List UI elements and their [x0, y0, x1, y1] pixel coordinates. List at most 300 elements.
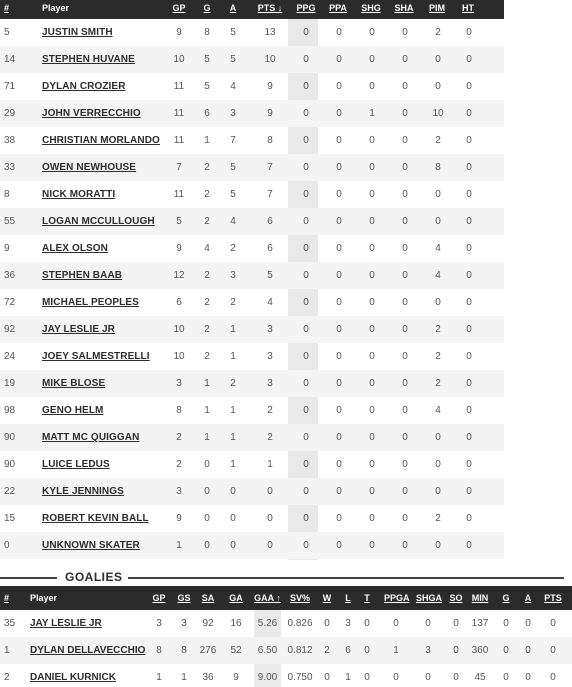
skater-stat-ppa: 0 [336, 108, 342, 119]
goalie-stat-t: 0 [364, 645, 370, 656]
skaters-body [0, 19, 504, 559]
goalies-col-ppga-header[interactable]: PPGA [384, 593, 410, 603]
skater-stat-pts: 8 [267, 135, 273, 146]
skater-stat-ppa: 0 [336, 432, 342, 443]
skater-stat-shg: 0 [369, 243, 375, 254]
skater-stat-ht: 0 [466, 405, 472, 416]
skaters-col-shg-header[interactable]: SHG [361, 3, 381, 13]
skater-stat-pts: 7 [267, 162, 273, 173]
skater-stat-ppa: 0 [336, 135, 342, 146]
goalie-stat-gp: 1 [156, 672, 162, 683]
skater-stat-pim: 4 [435, 243, 441, 254]
skater-stat-a: 5 [230, 189, 236, 200]
skater-stat-shg: 0 [369, 486, 375, 497]
skater-stat-pts: 3 [267, 351, 273, 362]
goalie-stat-a: 0 [525, 672, 531, 683]
goalie-stat-sa: 276 [199, 645, 217, 656]
skater-name-link[interactable]: OWEN NEWHOUSE [42, 162, 137, 173]
skaters-col-pim-header[interactable]: PIM [428, 3, 445, 13]
skater-stat-gp: 1 [176, 540, 182, 551]
skater-stat-pim: 2 [435, 27, 441, 38]
goalies-col-gaa-header[interactable]: GAA ↑ [254, 593, 281, 603]
skater-stat-ht: 0 [466, 162, 472, 173]
skater-stat-sha: 0 [402, 324, 408, 335]
skaters-col-gp-header[interactable]: GP [172, 3, 186, 13]
skater-stat-gp: 10 [173, 351, 185, 362]
skater-row [0, 235, 504, 262]
skater-stat-a: 1 [230, 324, 236, 335]
skater-stat-ppa: 0 [336, 216, 342, 227]
skater-stat-pim: 2 [435, 135, 441, 146]
skater-row [0, 370, 504, 397]
skater-stat-ht: 0 [466, 81, 472, 92]
goalie-stat-t: 0 [364, 672, 370, 683]
skater-stat-a: 5 [230, 162, 236, 173]
skater-stat-sha: 0 [402, 459, 408, 470]
skater-name-link[interactable]: LUICE LEDUS [42, 459, 110, 470]
skater-stat-shg: 0 [369, 540, 375, 551]
goalie-stat-ga: 16 [230, 618, 242, 629]
skater-name-link[interactable]: STEPHEN HUVANE [42, 54, 135, 65]
skater-stat-ppg: 0 [303, 405, 309, 416]
skater-stat-ppg: 0 [303, 162, 309, 173]
skater-stat-ht: 0 [466, 27, 472, 38]
skater-stat-a: 0 [230, 513, 236, 524]
skater-stat-a: 5 [230, 27, 236, 38]
skater-stat-pts: 6 [267, 243, 273, 254]
goalies-col-a-header[interactable]: A [524, 593, 532, 603]
goalie-name-link[interactable]: DYLAN DELLAVECCHIO [30, 645, 146, 656]
skater-stat-ppa: 0 [336, 270, 342, 281]
goalie-stat-so: 0 [453, 618, 459, 629]
skater-stat-ppa: 0 [336, 297, 342, 308]
skater-stat-g: 1 [204, 405, 210, 416]
goalie-row [0, 637, 572, 664]
skater-stat-ppg: 0 [303, 81, 309, 92]
goalie-stat-shga: 0 [425, 672, 431, 683]
skater-stat-pts: 4 [267, 297, 273, 308]
skater-stat-ht: 0 [466, 297, 472, 308]
skater-stat-a: 1 [230, 351, 236, 362]
skater-stat-ppa: 0 [336, 459, 342, 470]
skater-stat-sha: 0 [402, 54, 408, 65]
skater-number: 14 [4, 54, 16, 65]
skater-stat-pts: 3 [267, 324, 273, 335]
skater-number: 8 [4, 189, 10, 200]
skater-stat-shg: 0 [369, 81, 375, 92]
skater-stat-ht: 0 [466, 351, 472, 362]
goalie-stat-pts: 0 [550, 672, 556, 683]
skater-stat-pim: 0 [435, 459, 441, 470]
skater-stat-pts: 0 [267, 513, 273, 524]
skater-number: 72 [4, 297, 16, 308]
skater-row [0, 100, 504, 127]
skater-stat-ppa: 0 [336, 405, 342, 416]
skater-number: 29 [4, 108, 16, 119]
goalie-stat-gp: 3 [156, 618, 162, 629]
skater-stat-gp: 5 [176, 216, 182, 227]
skater-stat-shg: 0 [369, 378, 375, 389]
skater-stat-pim: 2 [435, 513, 441, 524]
skater-stat-sha: 0 [402, 135, 408, 146]
goalie-stat-a: 0 [525, 618, 531, 629]
skater-row [0, 478, 504, 505]
goalies-col-gs-header[interactable]: GS [177, 593, 191, 603]
goalie-stat-ga: 9 [233, 672, 239, 683]
skater-stat-gp: 10 [173, 54, 185, 65]
skater-stat-g: 5 [204, 81, 210, 92]
skater-stat-pts: 0 [267, 486, 273, 497]
skater-stat-sha: 0 [402, 405, 408, 416]
goalie-stat-shga: 0 [425, 618, 431, 629]
skater-stat-g: 2 [204, 324, 210, 335]
skater-stat-sha: 0 [402, 432, 408, 443]
skater-stat-shg: 0 [369, 27, 375, 38]
skater-name-link[interactable]: JUSTIN SMITH [42, 27, 113, 38]
goalie-stat-gp: 8 [156, 645, 162, 656]
skater-stat-g: 2 [204, 297, 210, 308]
skater-stat-g: 1 [204, 135, 210, 146]
skater-stat-gp: 9 [176, 513, 182, 524]
skater-stat-sha: 0 [402, 270, 408, 281]
skater-stat-shg: 0 [369, 351, 375, 362]
goalies-col-t-header[interactable]: T [364, 593, 370, 603]
skater-row [0, 343, 504, 370]
skater-stat-sha: 0 [402, 189, 408, 200]
skater-stat-pts: 2 [267, 405, 273, 416]
skater-stat-pim: 10 [432, 108, 444, 119]
skater-stat-sha: 0 [402, 486, 408, 497]
skater-stat-pts: 10 [264, 54, 276, 65]
skater-number: 36 [4, 270, 16, 281]
goalie-stat-pts: 0 [550, 618, 556, 629]
skaters-col-sha-header[interactable]: SHA [394, 3, 414, 13]
skater-row [0, 289, 504, 316]
goalie-stat-l: 3 [345, 618, 351, 629]
skater-stat-shg: 0 [369, 270, 375, 281]
skater-row [0, 208, 504, 235]
skater-stat-pim: 0 [435, 81, 441, 92]
skater-stat-pim: 4 [435, 270, 441, 281]
skater-stat-g: 0 [204, 459, 210, 470]
skater-stat-ht: 0 [466, 243, 472, 254]
skater-stat-ppa: 0 [336, 243, 342, 254]
skater-number: 92 [4, 324, 16, 335]
skater-stat-ppg: 0 [303, 54, 309, 65]
goalie-stat-gs: 3 [181, 618, 187, 629]
goalie-stat-g: 0 [503, 672, 509, 683]
skater-name-link[interactable]: DYLAN CROZIER [42, 81, 126, 92]
skater-name-link[interactable]: MIKE BLOSE [42, 378, 106, 389]
goalie-name-link[interactable]: JAY LESLIE JR [30, 618, 102, 629]
skater-stat-pts: 9 [267, 81, 273, 92]
skater-stat-gp: 11 [173, 108, 185, 119]
skater-stat-ht: 0 [466, 432, 472, 443]
goalies-header-row [0, 586, 572, 610]
goalies-col-pts-header[interactable]: PTS [544, 593, 562, 603]
skater-name-link[interactable]: ALEX OLSON [42, 243, 109, 254]
skater-stat-ppa: 0 [336, 378, 342, 389]
skater-stat-ht: 0 [466, 378, 472, 389]
skaters-col-ht-header[interactable]: HT [462, 3, 474, 13]
goalie-name-link[interactable]: DANIEL KURNICK [30, 672, 116, 683]
skater-row [0, 19, 504, 46]
skater-name-link[interactable]: JOEY SALMESTRELLI [42, 351, 150, 362]
skater-stat-pts: 5 [267, 270, 273, 281]
skater-stat-pim: 2 [435, 351, 441, 362]
skater-stat-shg: 0 [369, 324, 375, 335]
skater-stat-shg: 0 [369, 54, 375, 65]
skater-number: 15 [4, 513, 16, 524]
skater-stat-a: 2 [230, 243, 236, 254]
goalie-stat-sa: 36 [202, 672, 214, 683]
skater-stat-ht: 0 [466, 189, 472, 200]
skater-stat-g: 2 [204, 351, 210, 362]
skater-stat-ppa: 0 [336, 54, 342, 65]
skater-stat-sha: 0 [402, 162, 408, 173]
skater-stat-ppg: 0 [303, 513, 309, 524]
skaters-col-number-header[interactable]: # [4, 3, 10, 13]
skater-stat-sha: 0 [402, 243, 408, 254]
goalie-stat-ga: 52 [230, 645, 242, 656]
skaters-col-pts-header[interactable]: PTS ↓ [257, 3, 283, 13]
skater-stat-gp: 10 [173, 324, 185, 335]
skater-name-link[interactable]: JAY LESLIE JR [42, 324, 115, 335]
skater-row [0, 316, 504, 343]
skater-stat-pts: 2 [267, 432, 273, 443]
goalie-stat-ppga: 0 [393, 618, 399, 629]
skater-stat-ht: 0 [466, 108, 472, 119]
skater-stat-ht: 0 [466, 459, 472, 470]
skater-stat-gp: 2 [176, 432, 182, 443]
goalie-stat-gaa: 6.50 [257, 645, 278, 656]
skater-stat-gp: 11 [173, 81, 185, 92]
skater-stat-a: 2 [230, 378, 236, 389]
skater-stat-sha: 0 [402, 297, 408, 308]
goalie-stat-pts: 0 [550, 645, 556, 656]
skater-name-link[interactable]: MICHAEL PEOPLES [42, 297, 139, 308]
skater-stat-ppa: 0 [336, 351, 342, 362]
skater-stat-g: 1 [204, 378, 210, 389]
skater-stat-ppa: 0 [336, 189, 342, 200]
skater-stat-shg: 0 [369, 135, 375, 146]
skater-stat-a: 4 [230, 81, 236, 92]
skaters-col-g-header[interactable]: G [203, 3, 211, 13]
goalie-stat-sv: 0.812 [287, 645, 313, 656]
goalies-col-ga-header[interactable]: GA [229, 593, 243, 603]
goalies-col-gp-header[interactable]: GP [152, 593, 166, 603]
skaters-col-ppg-header[interactable]: PPG [296, 3, 316, 13]
skater-name-link[interactable]: NICK MORATTI [42, 189, 116, 200]
goalie-stat-sv: 0.750 [287, 672, 313, 683]
skater-stat-ppg: 0 [303, 216, 309, 227]
skater-stat-gp: 8 [176, 405, 182, 416]
skater-stat-g: 2 [204, 216, 210, 227]
skater-stat-ppg: 0 [303, 108, 309, 119]
skater-stat-ppg: 0 [303, 540, 309, 551]
skater-row [0, 505, 504, 532]
skater-stat-ppg: 0 [303, 378, 309, 389]
skater-stat-ppa: 0 [336, 81, 342, 92]
goalies-col-shga-header[interactable]: SHGA [416, 593, 443, 603]
goalie-stat-shga: 3 [425, 645, 431, 656]
goalie-stat-a: 0 [525, 645, 531, 656]
skater-stat-ppg: 0 [303, 243, 309, 254]
goalie-stat-min: 45 [474, 672, 486, 683]
skater-stat-pts: 1 [267, 459, 273, 470]
skater-stat-gp: 6 [176, 297, 182, 308]
skater-stat-ppg: 0 [303, 324, 309, 335]
goalie-row [0, 664, 572, 687]
skater-number: 38 [4, 135, 16, 146]
goalies-col-l-header[interactable]: L [345, 593, 351, 603]
skater-row [0, 181, 504, 208]
skater-stat-gp: 9 [176, 243, 182, 254]
goalie-stat-ppga: 0 [393, 672, 399, 683]
skater-stat-pim: 8 [435, 162, 441, 173]
goalie-stat-so: 0 [453, 672, 459, 683]
skater-stat-g: 8 [204, 27, 210, 38]
skater-name-link[interactable]: LOGAN MCCULLOUGH [42, 216, 155, 227]
skater-stat-a: 0 [230, 486, 236, 497]
skater-stat-a: 1 [230, 459, 236, 470]
skater-stat-sha: 0 [402, 378, 408, 389]
skater-stat-pim: 0 [435, 486, 441, 497]
skater-stat-shg: 0 [369, 513, 375, 524]
skater-row [0, 127, 504, 154]
goalies-col-sv-header[interactable]: SV% [289, 593, 310, 603]
skater-stat-gp: 3 [176, 378, 182, 389]
skater-stat-g: 0 [204, 540, 210, 551]
goalie-stat-min: 137 [471, 618, 489, 629]
goalie-row [0, 610, 572, 637]
skater-name-link[interactable]: GENO HELM [42, 405, 104, 416]
skater-stat-pim: 0 [435, 54, 441, 65]
goalies-col-so-header[interactable]: SO [449, 593, 463, 603]
skater-row [0, 451, 504, 478]
skater-stat-a: 2 [230, 297, 236, 308]
skater-name-link[interactable]: CHRISTIAN MORLANDO [42, 135, 160, 146]
skater-stat-ppg: 0 [303, 459, 309, 470]
skater-stat-a: 1 [230, 432, 236, 443]
skater-stat-sha: 0 [402, 351, 408, 362]
skater-number: 98 [4, 405, 16, 416]
skater-stat-a: 4 [230, 216, 236, 227]
skater-row [0, 532, 504, 559]
goalie-stat-gaa: 9.00 [257, 672, 278, 683]
skater-stat-ht: 0 [466, 135, 472, 146]
goalies-body [0, 610, 572, 687]
skater-stat-shg: 0 [369, 162, 375, 173]
skater-number: 0 [4, 540, 10, 551]
skater-stat-shg: 0 [369, 405, 375, 416]
skater-stat-pim: 4 [435, 405, 441, 416]
skater-row [0, 154, 504, 181]
skater-number: 33 [4, 162, 16, 173]
skater-stat-shg: 0 [369, 297, 375, 308]
skaters-col-ppa-header[interactable]: PPA [329, 3, 347, 13]
skater-number: 90 [4, 432, 16, 443]
goalies-col-min-header[interactable]: MIN [471, 593, 489, 603]
skater-stat-g: 4 [204, 243, 210, 254]
divider-line-right [128, 577, 564, 579]
skater-stat-sha: 0 [402, 81, 408, 92]
goalie-stat-l: 1 [345, 672, 351, 683]
goalie-stat-g: 0 [503, 618, 509, 629]
skater-stat-ppa: 0 [336, 513, 342, 524]
goalies-col-sa-header[interactable]: SA [201, 593, 215, 603]
skaters-col-a-header[interactable]: A [229, 3, 237, 13]
skater-stat-ht: 0 [466, 270, 472, 281]
skater-stat-shg: 0 [369, 459, 375, 470]
goalie-stat-t: 0 [364, 618, 370, 629]
skater-name-link[interactable]: MATT MC QUIGGAN [42, 432, 140, 443]
skater-stat-sha: 0 [402, 108, 408, 119]
skater-name-link[interactable]: JOHN VERRECCHIO [42, 108, 141, 119]
goalie-stat-w: 0 [324, 618, 330, 629]
skater-stat-ppa: 0 [336, 486, 342, 497]
skater-stat-ppg: 0 [303, 27, 309, 38]
skater-stat-g: 0 [204, 486, 210, 497]
goalie-stat-min: 360 [471, 645, 489, 656]
goalie-stat-sa: 92 [202, 618, 214, 629]
skater-stat-ppg: 0 [303, 270, 309, 281]
skater-stat-g: 2 [204, 270, 210, 281]
skater-stat-ppg: 0 [303, 297, 309, 308]
skater-stat-a: 1 [230, 405, 236, 416]
skater-name-link[interactable]: UNKNOWN SKATER [42, 540, 140, 551]
goalie-stat-gs: 1 [181, 672, 187, 683]
skater-stat-ppg: 0 [303, 486, 309, 497]
skater-stat-pts: 7 [267, 189, 273, 200]
skater-number: 22 [4, 486, 16, 497]
skater-number: 55 [4, 216, 16, 227]
skater-name-link[interactable]: KYLE JENNINGS [42, 486, 124, 497]
skater-stat-g: 2 [204, 189, 210, 200]
goalies-section-divider [0, 570, 572, 584]
skater-stat-gp: 11 [173, 189, 185, 200]
skater-stat-gp: 2 [176, 459, 182, 470]
skater-stat-pim: 0 [435, 297, 441, 308]
skater-name-link[interactable]: ROBERT KEVIN BALL [42, 513, 149, 524]
skater-number: 19 [4, 378, 16, 389]
skater-stat-pts: 9 [267, 108, 273, 119]
goalies-col-g-header[interactable]: G [502, 593, 510, 603]
skater-stat-gp: 7 [176, 162, 182, 173]
skater-number: 24 [4, 351, 16, 362]
skater-name-link[interactable]: STEPHEN BAAB [42, 270, 123, 281]
skater-stat-pim: 0 [435, 216, 441, 227]
skater-stat-pts: 0 [267, 540, 273, 551]
skater-number: 90 [4, 459, 16, 470]
skater-stat-g: 5 [204, 54, 210, 65]
skater-stat-pts: 13 [264, 27, 276, 38]
goalie-stat-w: 2 [324, 645, 330, 656]
skater-stat-ppg: 0 [303, 432, 309, 443]
skater-stat-pim: 0 [435, 432, 441, 443]
goalie-stat-gaa: 5.26 [257, 618, 278, 629]
skater-stat-g: 1 [204, 432, 210, 443]
skater-stat-pim: 0 [435, 189, 441, 200]
skater-number: 9 [4, 243, 10, 254]
skater-stat-ppa: 0 [336, 27, 342, 38]
skater-stat-a: 5 [230, 54, 236, 65]
skater-stat-sha: 0 [402, 513, 408, 524]
skater-row [0, 262, 504, 289]
goalies-col-number-header[interactable]: # [4, 593, 10, 603]
goalies-col-w-header[interactable]: W [322, 593, 332, 603]
goalie-stat-l: 6 [345, 645, 351, 656]
